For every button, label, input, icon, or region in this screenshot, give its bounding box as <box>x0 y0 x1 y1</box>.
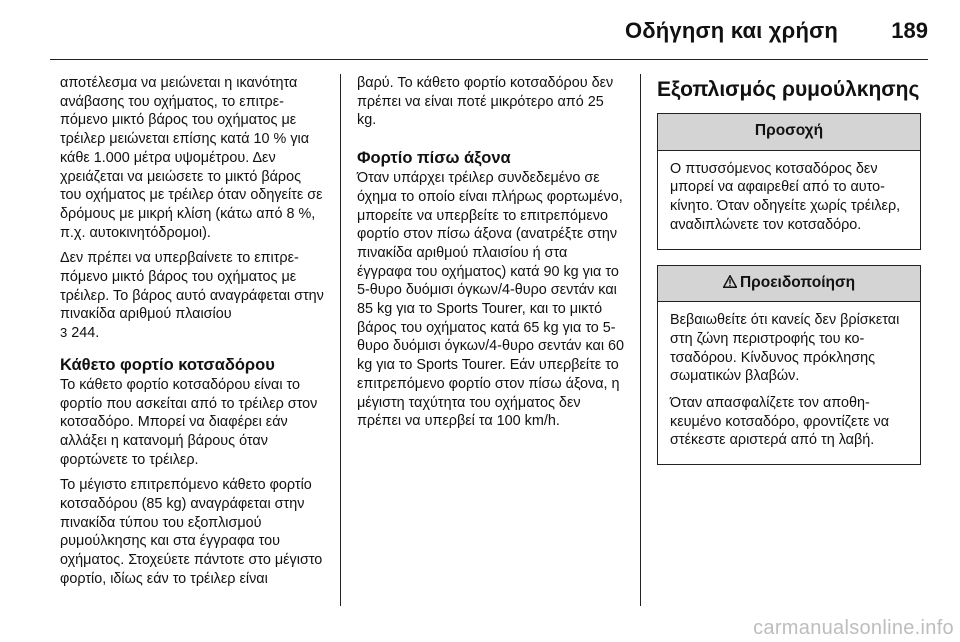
warning-heading <box>658 266 920 303</box>
paragraph: Το κάθετο φορτίο κοτσαδόρου είναι το φορτίο που ασκείται από το τρέιλερ στον κοτσαδόρο. Μπορεί να διαφέρει εάν αλλάξει η κατανομή βάρους όταν φορτώνετε το τρέιλερ. <box>60 376 318 468</box>
subheading-vertical-load: Κάθετο φορτίο κοτσαδόρου <box>60 355 275 374</box>
caution-body <box>658 151 920 249</box>
warning-text: Βεβαιωθείτε ότι κανείς δεν βρίσκεται στη ζώνη περιστροφής του κοτσαδόρου. Κίνδυνος πρόκλησης σωματικών βλαβών. <box>670 312 900 385</box>
caution-heading: Προσοχή <box>658 114 920 151</box>
paragraph <box>60 249 326 343</box>
column-middle <box>357 74 625 438</box>
caution-box <box>657 113 921 250</box>
watermark: carmanualsonline.info <box>753 617 954 639</box>
column-divider-2 <box>640 74 641 606</box>
paragraph: αποτέλεσμα να μειώνεται η ικανότητα ανάβασης του οχήματος, το επιτρεπόμενο μικτό βάρος του οχήματος με τρέιλερ μειώνεται επίσης κατά 10 % για κάθε 1.000 μέτρα υψομέτρου. Δεν χρειάζεται να μειώσετε το μικτό βάρος του οχήματος με τρέιλερ όταν οδηγείτε σε δρόμους με μικρή κλίση (κάτω από 8 %, π.χ. αυτοκινητόδρομοι). <box>60 75 323 241</box>
caution-text: Ο πτυσσόμενος κοτσαδόρος δεν μπορεί να αφαιρεθεί από το αυτοκίνητο. Όταν οδηγείτε χωρίς τρέιλερ, αναδιπλώνετε τον κοτσαδόρο. <box>670 160 901 233</box>
paragraph: Το μέγιστο επιτρεπόμενο κάθετο φορτίο κοτσαδόρου (85 kg) αναγράφεται στην πινακίδα τύπου του εξοπλισμού ρυμούλκησης και στα έγγραφα του οχήματος. Στοχεύετε πάντοτε στο μέγιστο φορτίο, ιδίως εάν το τρέιλερ είναι <box>60 477 323 587</box>
column-right <box>657 74 921 480</box>
warning-text: Όταν απασφαλίζετε τον αποθηκευμένο κοτσαδόρο, φροντίζετε να στέκεστε αριστερά από τη λαβή. <box>670 395 890 449</box>
page-reference-link[interactable]: 244. <box>71 325 100 342</box>
column-left <box>60 74 326 596</box>
paragraph-text: Δεν πρέπει να υπερβαίνετε το επιτρεπόμενο μικτό βάρος του οχήματος με τρέιλερ. Το βάρος αυτό αναγράφεται στην πινακίδα αριθμού πλαισίου <box>60 250 324 323</box>
warning-heading-text: Προειδοποίηση <box>739 273 856 291</box>
page-number: 189 <box>891 18 928 43</box>
page-reference-arrow-icon: 3 <box>60 325 68 341</box>
section-heading-towing-equipment: Εξοπλισμός ρυμούλκησης <box>657 78 920 101</box>
paragraph: Όταν υπάρχει τρέιλερ συνδεδεμένο σε όχημα το οποίο είναι πλήρως φορτωμένο, μπορείτε να υπερβείτε το επιτρεπόμενο φορτίο στον πίσω άξονα (ανατρέξτε στην πινακίδα αριθμού πλαισίου ή στα έγγραφα του οχήματος) κατά 90 kg για το 5-θυρο δυόμισι όγκων/4-θυρο σεντάν και 85 kg για το Sports Tourer, και το μικτό βάρος του οχήματος κατά 65 kg για το 5-θυρο δυόμισι όγκων/4-θυρο σεντάν και 60 kg για το Sports Tourer. Εάν υπερβείτε το επιτρεπόμενο φορτίο στον πίσω άξονα, η μέγιστη ταχύτητα του οχήματος δεν πρέπει να υπερβεί τα 100 km/h. <box>357 170 625 430</box>
warning-box <box>657 265 921 466</box>
section-title: Οδήγηση και χρήση <box>624 18 838 43</box>
warning-triangle-icon <box>723 274 737 291</box>
column-divider-1 <box>340 74 341 606</box>
header-divider <box>50 59 928 60</box>
paragraph: βαρύ. Το κάθετο φορτίο κοτσαδόρου δεν πρέπει να είναι ποτέ μικρότερο από 25 kg. <box>357 75 614 129</box>
warning-body <box>658 302 920 464</box>
subheading-rear-axle-load: Φορτίο πίσω άξονα <box>357 149 511 168</box>
